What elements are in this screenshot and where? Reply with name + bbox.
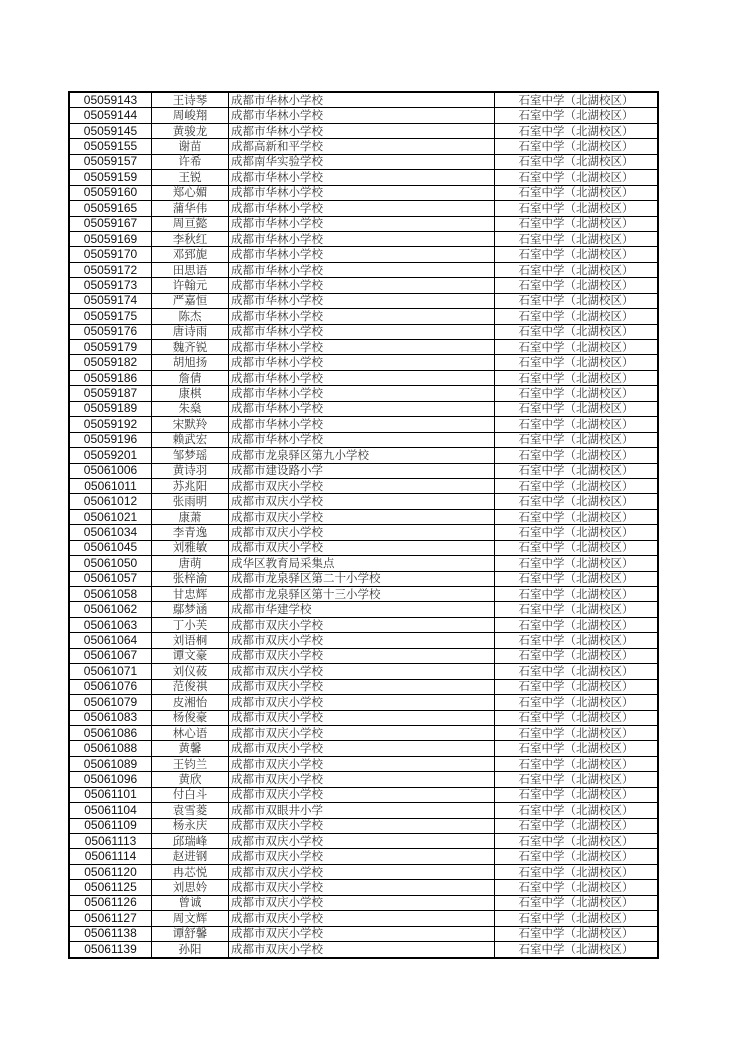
table-row bbox=[69, 463, 658, 478]
student-id-cell: 05059159 bbox=[69, 170, 152, 185]
school-cell: 成都市双庆小学校 bbox=[229, 942, 495, 958]
destination-cell: 石室中学（北湖校区） bbox=[495, 648, 659, 663]
student-name-cell: 刘语桐 bbox=[152, 633, 229, 648]
table-row bbox=[69, 309, 658, 324]
destination-cell: 石室中学（北湖校区） bbox=[495, 231, 659, 246]
school-cell: 成都市华林小学校 bbox=[229, 401, 495, 416]
school-cell: 成都市华林小学校 bbox=[229, 278, 495, 293]
school-cell: 成都市双庆小学校 bbox=[229, 478, 495, 493]
school-cell: 成都市华林小学校 bbox=[229, 386, 495, 401]
school-cell: 成都市双庆小学校 bbox=[229, 895, 495, 910]
destination-cell: 石室中学（北湖校区） bbox=[495, 587, 659, 602]
student-name-cell: 付白斗 bbox=[152, 787, 229, 802]
table-row bbox=[69, 278, 658, 293]
student-id-cell: 05061076 bbox=[69, 679, 152, 694]
student-id-cell: 05061034 bbox=[69, 525, 152, 540]
table-row bbox=[69, 617, 658, 632]
student-id-cell: 05061057 bbox=[69, 571, 152, 586]
destination-cell: 石室中学（北湖校区） bbox=[495, 679, 659, 694]
student-name-cell: 袁雪菱 bbox=[152, 803, 229, 818]
student-id-cell: 05061114 bbox=[69, 849, 152, 864]
student-name-cell: 周亘懿 bbox=[152, 216, 229, 231]
student-id-cell: 05059176 bbox=[69, 324, 152, 339]
destination-cell: 石室中学（北湖校区） bbox=[495, 633, 659, 648]
destination-cell: 石室中学（北湖校区） bbox=[495, 123, 659, 138]
school-cell: 成都市龙泉驿区第二十小学校 bbox=[229, 571, 495, 586]
table-row bbox=[69, 911, 658, 926]
student-name-cell: 邹梦瑶 bbox=[152, 448, 229, 463]
table-row bbox=[69, 725, 658, 740]
school-cell: 成都市双庆小学校 bbox=[229, 494, 495, 509]
student-id-cell: 05061138 bbox=[69, 926, 152, 941]
table-row bbox=[69, 756, 658, 771]
school-cell: 成都市华林小学校 bbox=[229, 123, 495, 138]
student-name-cell: 邱瑞峰 bbox=[152, 834, 229, 849]
student-name-cell: 刘思妗 bbox=[152, 880, 229, 895]
school-cell: 成都市华林小学校 bbox=[229, 324, 495, 339]
student-id-cell: 05061067 bbox=[69, 648, 152, 663]
student-id-cell: 05061045 bbox=[69, 540, 152, 555]
destination-cell: 石室中学（北湖校区） bbox=[495, 540, 659, 555]
student-id-cell: 05061096 bbox=[69, 772, 152, 787]
destination-cell: 石室中学（北湖校区） bbox=[495, 926, 659, 941]
school-cell: 成都市华建学校 bbox=[229, 602, 495, 617]
school-cell: 成都高新和平学校 bbox=[229, 139, 495, 154]
student-id-cell: 05059172 bbox=[69, 262, 152, 277]
school-cell: 成都市双庆小学校 bbox=[229, 787, 495, 802]
student-name-cell: 蒲华伟 bbox=[152, 201, 229, 216]
student-id-cell: 05059155 bbox=[69, 139, 152, 154]
table-row bbox=[69, 509, 658, 524]
school-cell: 成都市华林小学校 bbox=[229, 262, 495, 277]
student-id-cell: 05059182 bbox=[69, 355, 152, 370]
student-name-cell: 黄骏龙 bbox=[152, 123, 229, 138]
student-name-cell: 张雨明 bbox=[152, 494, 229, 509]
student-name-cell: 曾诚 bbox=[152, 895, 229, 910]
table-row bbox=[69, 787, 658, 802]
destination-cell: 石室中学（北湖校区） bbox=[495, 216, 659, 231]
table-row bbox=[69, 895, 658, 910]
school-cell: 成都市双庆小学校 bbox=[229, 911, 495, 926]
table-row bbox=[69, 201, 658, 216]
student-id-cell: 05059169 bbox=[69, 231, 152, 246]
student-id-cell: 05059192 bbox=[69, 417, 152, 432]
student-id-cell: 05059167 bbox=[69, 216, 152, 231]
student-id-cell: 05061104 bbox=[69, 803, 152, 818]
student-name-cell: 詹倩 bbox=[152, 370, 229, 385]
school-cell: 成都市双庆小学校 bbox=[229, 834, 495, 849]
student-name-cell: 林心语 bbox=[152, 725, 229, 740]
table-row bbox=[69, 648, 658, 663]
table-row bbox=[69, 139, 658, 154]
destination-cell: 石室中学（北湖校区） bbox=[495, 139, 659, 154]
student-id-cell: 05059157 bbox=[69, 154, 152, 169]
school-cell: 成都市双庆小学校 bbox=[229, 695, 495, 710]
table-row bbox=[69, 185, 658, 200]
student-id-cell: 05059186 bbox=[69, 370, 152, 385]
table-row bbox=[69, 216, 658, 231]
table-body bbox=[69, 92, 658, 958]
table-row bbox=[69, 154, 658, 169]
student-id-cell: 05059201 bbox=[69, 448, 152, 463]
table-row bbox=[69, 370, 658, 385]
student-id-cell: 05061120 bbox=[69, 864, 152, 879]
table-row bbox=[69, 540, 658, 555]
destination-cell: 石室中学（北湖校区） bbox=[495, 556, 659, 571]
destination-cell: 石室中学（北湖校区） bbox=[495, 370, 659, 385]
destination-cell: 石室中学（北湖校区） bbox=[495, 278, 659, 293]
table-row bbox=[69, 123, 658, 138]
destination-cell: 石室中学（北湖校区） bbox=[495, 324, 659, 339]
destination-cell: 石室中学（北湖校区） bbox=[495, 417, 659, 432]
student-id-cell: 05061083 bbox=[69, 710, 152, 725]
student-name-cell: 田思语 bbox=[152, 262, 229, 277]
student-name-cell: 周峻翔 bbox=[152, 108, 229, 123]
table-row bbox=[69, 679, 658, 694]
student-id-cell: 05061126 bbox=[69, 895, 152, 910]
destination-cell: 石室中学（北湖校区） bbox=[495, 309, 659, 324]
student-name-cell: 邓郅旎 bbox=[152, 247, 229, 262]
student-id-cell: 05059145 bbox=[69, 123, 152, 138]
destination-cell: 石室中学（北湖校区） bbox=[495, 911, 659, 926]
destination-cell: 石室中学（北湖校区） bbox=[495, 201, 659, 216]
destination-cell: 石室中学（北湖校区） bbox=[495, 355, 659, 370]
destination-cell: 石室中学（北湖校区） bbox=[495, 170, 659, 185]
student-name-cell: 杨永庆 bbox=[152, 818, 229, 833]
student-name-cell: 孙阳 bbox=[152, 942, 229, 958]
destination-cell: 石室中学（北湖校区） bbox=[495, 571, 659, 586]
destination-cell: 石室中学（北湖校区） bbox=[495, 834, 659, 849]
student-id-cell: 05059174 bbox=[69, 293, 152, 308]
destination-cell: 石室中学（北湖校区） bbox=[495, 478, 659, 493]
student-name-cell: 甘忠辉 bbox=[152, 587, 229, 602]
student-table bbox=[68, 91, 659, 959]
student-name-cell: 宋默羚 bbox=[152, 417, 229, 432]
student-id-cell: 05059160 bbox=[69, 185, 152, 200]
school-cell: 成都市双庆小学校 bbox=[229, 525, 495, 540]
student-id-cell: 05061089 bbox=[69, 756, 152, 771]
destination-cell: 石室中学（北湖校区） bbox=[495, 154, 659, 169]
student-id-cell: 05059189 bbox=[69, 401, 152, 416]
destination-cell: 石室中学（北湖校区） bbox=[495, 185, 659, 200]
student-name-cell: 刘仪莜 bbox=[152, 664, 229, 679]
student-name-cell: 冉芯悦 bbox=[152, 864, 229, 879]
destination-cell: 石室中学（北湖校区） bbox=[495, 386, 659, 401]
table-row bbox=[69, 401, 658, 416]
school-cell: 成都市双庆小学校 bbox=[229, 926, 495, 941]
student-id-cell: 05061011 bbox=[69, 478, 152, 493]
table-row bbox=[69, 587, 658, 602]
destination-cell: 石室中学（北湖校区） bbox=[495, 725, 659, 740]
student-name-cell: 黄诗羽 bbox=[152, 463, 229, 478]
student-name-cell: 严嘉恒 bbox=[152, 293, 229, 308]
school-cell: 成都市华林小学校 bbox=[229, 231, 495, 246]
school-cell: 成都市双庆小学校 bbox=[229, 540, 495, 555]
destination-cell: 石室中学（北湖校区） bbox=[495, 803, 659, 818]
student-name-cell: 赵进钢 bbox=[152, 849, 229, 864]
student-id-cell: 05061021 bbox=[69, 509, 152, 524]
table-row bbox=[69, 710, 658, 725]
table-row bbox=[69, 772, 658, 787]
student-id-cell: 05061139 bbox=[69, 942, 152, 958]
table-row bbox=[69, 247, 658, 262]
student-name-cell: 苏兆阳 bbox=[152, 478, 229, 493]
table-row bbox=[69, 108, 658, 123]
destination-cell: 石室中学（北湖校区） bbox=[495, 463, 659, 478]
table-row bbox=[69, 324, 658, 339]
destination-cell: 石室中学（北湖校区） bbox=[495, 247, 659, 262]
table-row bbox=[69, 571, 658, 586]
destination-cell: 石室中学（北湖校区） bbox=[495, 864, 659, 879]
table-row bbox=[69, 231, 658, 246]
school-cell: 成都市双庆小学校 bbox=[229, 880, 495, 895]
student-id-cell: 05061086 bbox=[69, 725, 152, 740]
school-cell: 成都市双庆小学校 bbox=[229, 725, 495, 740]
table-row bbox=[69, 355, 658, 370]
destination-cell: 石室中学（北湖校区） bbox=[495, 602, 659, 617]
student-id-cell: 05059173 bbox=[69, 278, 152, 293]
student-name-cell: 康萧 bbox=[152, 509, 229, 524]
student-name-cell: 皮湘怡 bbox=[152, 695, 229, 710]
school-cell: 成都市华林小学校 bbox=[229, 370, 495, 385]
destination-cell: 石室中学（北湖校区） bbox=[495, 942, 659, 958]
table-row bbox=[69, 818, 658, 833]
school-cell: 成华区教育局采集点 bbox=[229, 556, 495, 571]
school-cell: 成都市华林小学校 bbox=[229, 309, 495, 324]
school-cell: 成都市华林小学校 bbox=[229, 247, 495, 262]
destination-cell: 石室中学（北湖校区） bbox=[495, 432, 659, 447]
destination-cell: 石室中学（北湖校区） bbox=[495, 895, 659, 910]
school-cell: 成都市双眼井小学 bbox=[229, 803, 495, 818]
school-cell: 成都市双庆小学校 bbox=[229, 772, 495, 787]
student-id-cell: 05061125 bbox=[69, 880, 152, 895]
student-name-cell: 丁小芙 bbox=[152, 617, 229, 632]
student-id-cell: 05061071 bbox=[69, 664, 152, 679]
school-cell: 成都市双庆小学校 bbox=[229, 864, 495, 879]
school-cell: 成都市华林小学校 bbox=[229, 201, 495, 216]
student-name-cell: 赖武宏 bbox=[152, 432, 229, 447]
student-id-cell: 05059196 bbox=[69, 432, 152, 447]
destination-cell: 石室中学（北湖校区） bbox=[495, 880, 659, 895]
student-id-cell: 05059144 bbox=[69, 108, 152, 123]
table-row bbox=[69, 633, 658, 648]
student-id-cell: 05061079 bbox=[69, 695, 152, 710]
student-name-cell: 郑心媚 bbox=[152, 185, 229, 200]
student-id-cell: 05061064 bbox=[69, 633, 152, 648]
table-row bbox=[69, 834, 658, 849]
destination-cell: 石室中学（北湖校区） bbox=[495, 108, 659, 123]
student-id-cell: 05059187 bbox=[69, 386, 152, 401]
student-name-cell: 许翰元 bbox=[152, 278, 229, 293]
student-name-cell: 王诗琴 bbox=[152, 92, 229, 108]
table-row bbox=[69, 525, 658, 540]
table-row bbox=[69, 926, 658, 941]
student-name-cell: 康棋 bbox=[152, 386, 229, 401]
student-name-cell: 谭文豪 bbox=[152, 648, 229, 663]
destination-cell: 石室中学（北湖校区） bbox=[495, 509, 659, 524]
school-cell: 成都市双庆小学校 bbox=[229, 648, 495, 663]
student-id-cell: 05061058 bbox=[69, 587, 152, 602]
school-cell: 成都市华林小学校 bbox=[229, 170, 495, 185]
table-row bbox=[69, 448, 658, 463]
table-row bbox=[69, 741, 658, 756]
student-id-cell: 05059165 bbox=[69, 201, 152, 216]
school-cell: 成都市龙泉驿区第九小学校 bbox=[229, 448, 495, 463]
destination-cell: 石室中学（北湖校区） bbox=[495, 262, 659, 277]
student-id-cell: 05059175 bbox=[69, 309, 152, 324]
school-cell: 成都市双庆小学校 bbox=[229, 710, 495, 725]
table-row bbox=[69, 92, 658, 108]
student-name-cell: 李秋红 bbox=[152, 231, 229, 246]
destination-cell: 石室中学（北湖校区） bbox=[495, 756, 659, 771]
school-cell: 成都市双庆小学校 bbox=[229, 664, 495, 679]
school-cell: 成都市华林小学校 bbox=[229, 355, 495, 370]
student-id-cell: 05061127 bbox=[69, 911, 152, 926]
student-name-cell: 谢苗 bbox=[152, 139, 229, 154]
destination-cell: 石室中学（北湖校区） bbox=[495, 340, 659, 355]
table-row bbox=[69, 432, 658, 447]
table-row bbox=[69, 849, 658, 864]
student-name-cell: 陈杰 bbox=[152, 309, 229, 324]
student-name-cell: 黄馨 bbox=[152, 741, 229, 756]
table-row bbox=[69, 864, 658, 879]
destination-cell: 石室中学（北湖校区） bbox=[495, 92, 659, 108]
student-name-cell: 周文辉 bbox=[152, 911, 229, 926]
school-cell: 成都市双庆小学校 bbox=[229, 617, 495, 632]
school-cell: 成都市双庆小学校 bbox=[229, 741, 495, 756]
school-cell: 成都市双庆小学校 bbox=[229, 818, 495, 833]
student-name-cell: 杨俊豪 bbox=[152, 710, 229, 725]
student-name-cell: 魏齐锐 bbox=[152, 340, 229, 355]
table-row bbox=[69, 417, 658, 432]
destination-cell: 石室中学（北湖校区） bbox=[495, 293, 659, 308]
student-name-cell: 许希 bbox=[152, 154, 229, 169]
school-cell: 成都市华林小学校 bbox=[229, 293, 495, 308]
table-row bbox=[69, 170, 658, 185]
student-name-cell: 唐诗雨 bbox=[152, 324, 229, 339]
table-row bbox=[69, 942, 658, 958]
table-row bbox=[69, 386, 658, 401]
student-id-cell: 05059179 bbox=[69, 340, 152, 355]
student-name-cell: 范俊祺 bbox=[152, 679, 229, 694]
student-id-cell: 05061012 bbox=[69, 494, 152, 509]
school-cell: 成都市龙泉驿区第十三小学校 bbox=[229, 587, 495, 602]
school-cell: 成都市双庆小学校 bbox=[229, 633, 495, 648]
destination-cell: 石室中学（北湖校区） bbox=[495, 617, 659, 632]
student-name-cell: 李青逸 bbox=[152, 525, 229, 540]
student-id-cell: 05061063 bbox=[69, 617, 152, 632]
table-row bbox=[69, 880, 658, 895]
school-cell: 成都市华林小学校 bbox=[229, 185, 495, 200]
student-name-cell: 鄢梦涵 bbox=[152, 602, 229, 617]
school-cell: 成都市华林小学校 bbox=[229, 216, 495, 231]
destination-cell: 石室中学（北湖校区） bbox=[495, 849, 659, 864]
school-cell: 成都市华林小学校 bbox=[229, 417, 495, 432]
school-cell: 成都市双庆小学校 bbox=[229, 679, 495, 694]
table-row bbox=[69, 494, 658, 509]
student-id-cell: 05061113 bbox=[69, 834, 152, 849]
destination-cell: 石室中学（北湖校区） bbox=[495, 772, 659, 787]
student-id-cell: 05059170 bbox=[69, 247, 152, 262]
student-id-cell: 05059143 bbox=[69, 92, 152, 108]
school-cell: 成都市华林小学校 bbox=[229, 92, 495, 108]
school-cell: 成都市双庆小学校 bbox=[229, 849, 495, 864]
table-row bbox=[69, 478, 658, 493]
table-row bbox=[69, 340, 658, 355]
table-row bbox=[69, 664, 658, 679]
destination-cell: 石室中学（北湖校区） bbox=[495, 525, 659, 540]
student-name-cell: 张梓渝 bbox=[152, 571, 229, 586]
destination-cell: 石室中学（北湖校区） bbox=[495, 448, 659, 463]
table-row bbox=[69, 602, 658, 617]
table-row bbox=[69, 293, 658, 308]
school-cell: 成都南华实验学校 bbox=[229, 154, 495, 169]
student-name-cell: 黄欣 bbox=[152, 772, 229, 787]
school-cell: 成都市华林小学校 bbox=[229, 340, 495, 355]
student-name-cell: 唐萌 bbox=[152, 556, 229, 571]
student-name-cell: 王锐 bbox=[152, 170, 229, 185]
destination-cell: 石室中学（北湖校区） bbox=[495, 401, 659, 416]
destination-cell: 石室中学（北湖校区） bbox=[495, 710, 659, 725]
student-name-cell: 胡旭扬 bbox=[152, 355, 229, 370]
student-id-cell: 05061088 bbox=[69, 741, 152, 756]
destination-cell: 石室中学（北湖校区） bbox=[495, 741, 659, 756]
destination-cell: 石室中学（北湖校区） bbox=[495, 664, 659, 679]
destination-cell: 石室中学（北湖校区） bbox=[495, 494, 659, 509]
school-cell: 成都市华林小学校 bbox=[229, 108, 495, 123]
student-id-cell: 05061050 bbox=[69, 556, 152, 571]
student-id-cell: 05061062 bbox=[69, 602, 152, 617]
student-name-cell: 刘雅敏 bbox=[152, 540, 229, 555]
table-row bbox=[69, 803, 658, 818]
school-cell: 成都市华林小学校 bbox=[229, 432, 495, 447]
school-cell: 成都市双庆小学校 bbox=[229, 509, 495, 524]
student-id-cell: 05061006 bbox=[69, 463, 152, 478]
student-name-cell: 谭舒馨 bbox=[152, 926, 229, 941]
student-name-cell: 朱燊 bbox=[152, 401, 229, 416]
destination-cell: 石室中学（北湖校区） bbox=[495, 787, 659, 802]
table-row bbox=[69, 262, 658, 277]
table-row bbox=[69, 556, 658, 571]
table-row bbox=[69, 695, 658, 710]
student-name-cell: 王钧兰 bbox=[152, 756, 229, 771]
destination-cell: 石室中学（北湖校区） bbox=[495, 695, 659, 710]
school-cell: 成都市双庆小学校 bbox=[229, 756, 495, 771]
student-id-cell: 05061101 bbox=[69, 787, 152, 802]
destination-cell: 石室中学（北湖校区） bbox=[495, 818, 659, 833]
school-cell: 成都市建设路小学 bbox=[229, 463, 495, 478]
student-id-cell: 05061109 bbox=[69, 818, 152, 833]
